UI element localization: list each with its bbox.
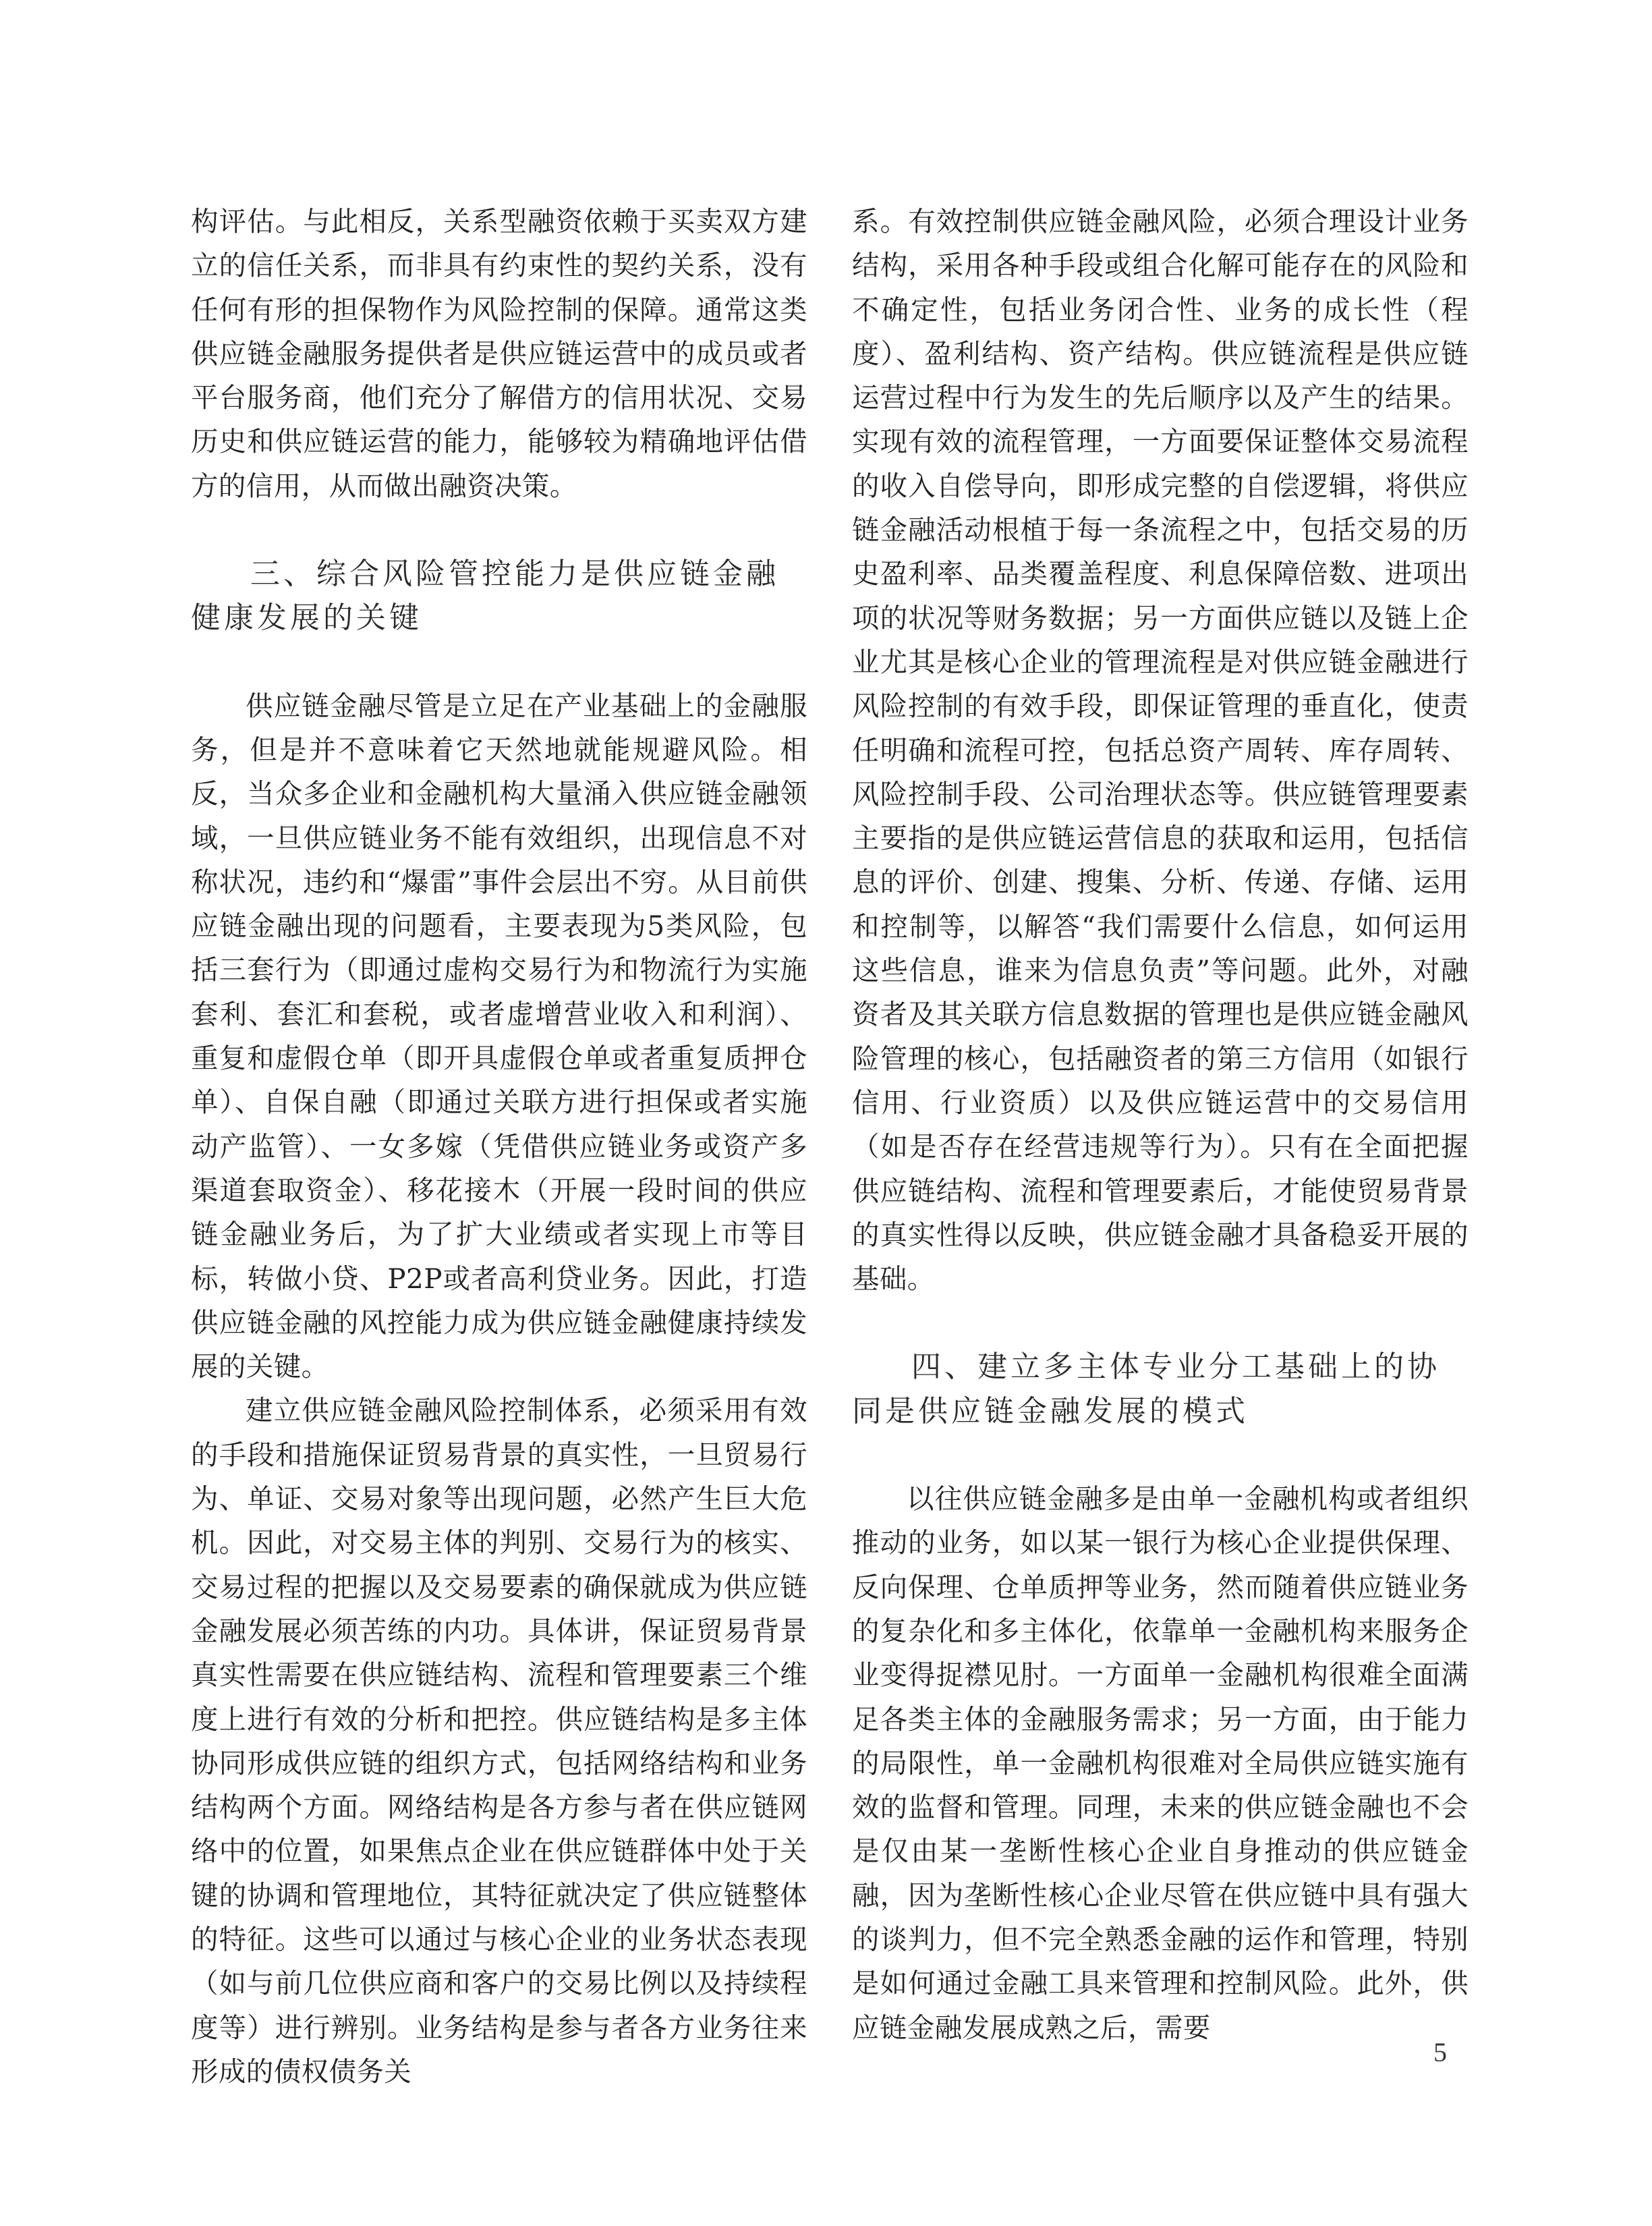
spacer	[852, 1433, 1469, 1477]
paragraph: 建立供应链金融风险控制体系，必须采用有效的手段和措施保证贸易背景的真实性，一旦贸易行为、单证、交易对象等出现问题，必然产生巨大危机。因此，对交易主体的判别、交易行为的核实、交易过程的把握以及交易要素的确保就成为供应链金融发展必须苦练的内功。具体讲，保证贸易背景真实性需要在供应链结构、流程和管理要素三个维度上进行有效的分析和把控。供应链结构是多主体协同形成供应链的组织方式，包括网络结构和业务结构两个方面。网络结构是各方参与者在供应链网络中的位置，如果焦点企业在供应链群体中处于关键的协调和管理地位，其特征就决定了供应链整体的特征。这些可以通过与核心企业的业务状态表现（如与前几位供应商和客户的交易比例以及持续程度等）进行辨别。业务结构是参与者各方业务往来形成的债权债务关	[191, 1394, 807, 2088]
spacer	[191, 508, 807, 552]
page-number: 5	[1433, 2037, 1447, 2067]
spacer	[191, 640, 807, 684]
paragraph: 构评估。与此相反，关系型融资依赖于买卖双方建立的信任关系，而非具有约束性的契约关系，没有任何有形的担保物作为风险控制的保障。通常这类供应链金融服务提供者是供应链运营中的成员或者平台服务商，他们充分了解借方的信用状况、交易历史和供应链运营的能力，能够较为精确地评估借方的信用，从而做出融资决策。	[191, 205, 807, 502]
paragraph: 供应链金融尽管是立足在产业基础上的金融服务，但是并不意味着它天然地就能规避风险。相反，当众多企业和金融机构大量涌入供应链金融领域，一旦供应链业务不能有效组织，出现信息不对称状况，违约和“爆雷”事件会层出不穷。从目前供应链金融出现的问题看，主要表现为5类风险，包括三套行为（即通过虚构交易行为和物流行为实施套利、套汇和套税，或者虚增营业收入和利润）、重复和虚假仓单（即开具虚假仓单或者重复质押仓单）、自保自融（即通过关联方进行担保或者实施动产监管）、一女多嫁（凭借供应链业务或资产多渠道套取资金）、移花接木（开展一段时间的供应链金融业务后，为了扩大业绩或者实现上市等目标，转做小贷、P2P或者高利贷业务。因此，打造供应链金融的风控能力成为供应链金融健康持续发展的关键。	[191, 689, 807, 1383]
section-heading: 四、建立多主体专业分工基础上的协同是供应链金融发展的模式	[852, 1349, 1440, 1428]
paragraph: 以往供应链金融多是由单一金融机构或者组织推动的业务，如以某一银行为核心企业提供保理、反向保理、仓单质押等业务，然而随着供应链业务的复杂化和多主体化，依靠单一金融机构来服务企业变得捉襟见肘。一方面单一金融机构很难全面满足各类主体的金融服务需求；另一方面，由于能力的局限性，单一金融机构很难对全局供应链实施有效的监督和管理。同理，未来的供应链金融也不会是仅由某一垄断性核心企业自身推动的供应链金融，因为垄断性核心企业尽管在供应链中具有强大的谈判力，但不完全熟悉金融的运作和管理，特别是如何通过金融工具来管理和控制风险。此外，供应链金融发展成熟之后，需要	[852, 1482, 1469, 2044]
section-heading: 三、综合风险管控能力是供应链金融健康发展的关键	[191, 557, 779, 636]
left-column	[191, 200, 807, 2094]
spacer	[852, 1301, 1469, 1345]
right-column	[852, 200, 1469, 2050]
paragraph: 系。有效控制供应链金融风险，必须合理设计业务结构，采用各种手段或组合化解可能存在的风险和不确定性，包括业务闭合性、业务的成长性（程度）、盈利结构、资产结构。供应链流程是供应链运营过程中行为发生的先后顺序以及产生的结果。实现有效的流程管理，一方面要保证整体交易流程的收入自偿导向，即形成完整的自偿逻辑，将供应链金融活动根植于每一条流程之中，包括交易的历史盈利率、品类覆盖程度、利息保障倍数、进项出项的状况等财务数据；另一方面供应链以及链上企业尤其是核心企业的管理流程是对供应链金融进行风险控制的有效手段，即保证管理的垂直化，使责任明确和流程可控，包括总资产周转、库存周转、风险控制手段、公司治理状态等。供应链管理要素主要指的是供应链运营信息的获取和运用，包括信息的评价、创建、搜集、分析、传递、存储、运用和控制等，以解答“我们需要什么信息，如何运用这些信息，谁来为信息负责”等问题。此外，对融资者及其关联方信息数据的管理也是供应链金融风险管理的核心，包括融资者的第三方信用（如银行信用、行业资质）以及供应链运营中的交易信用（如是否存在经营违规等行为）。只有在全面把握供应链结构、流程和管理要素后，才能使贸易背景的真实性得以反映，供应链金融才具备稳妥开展的基础。	[852, 205, 1469, 1296]
